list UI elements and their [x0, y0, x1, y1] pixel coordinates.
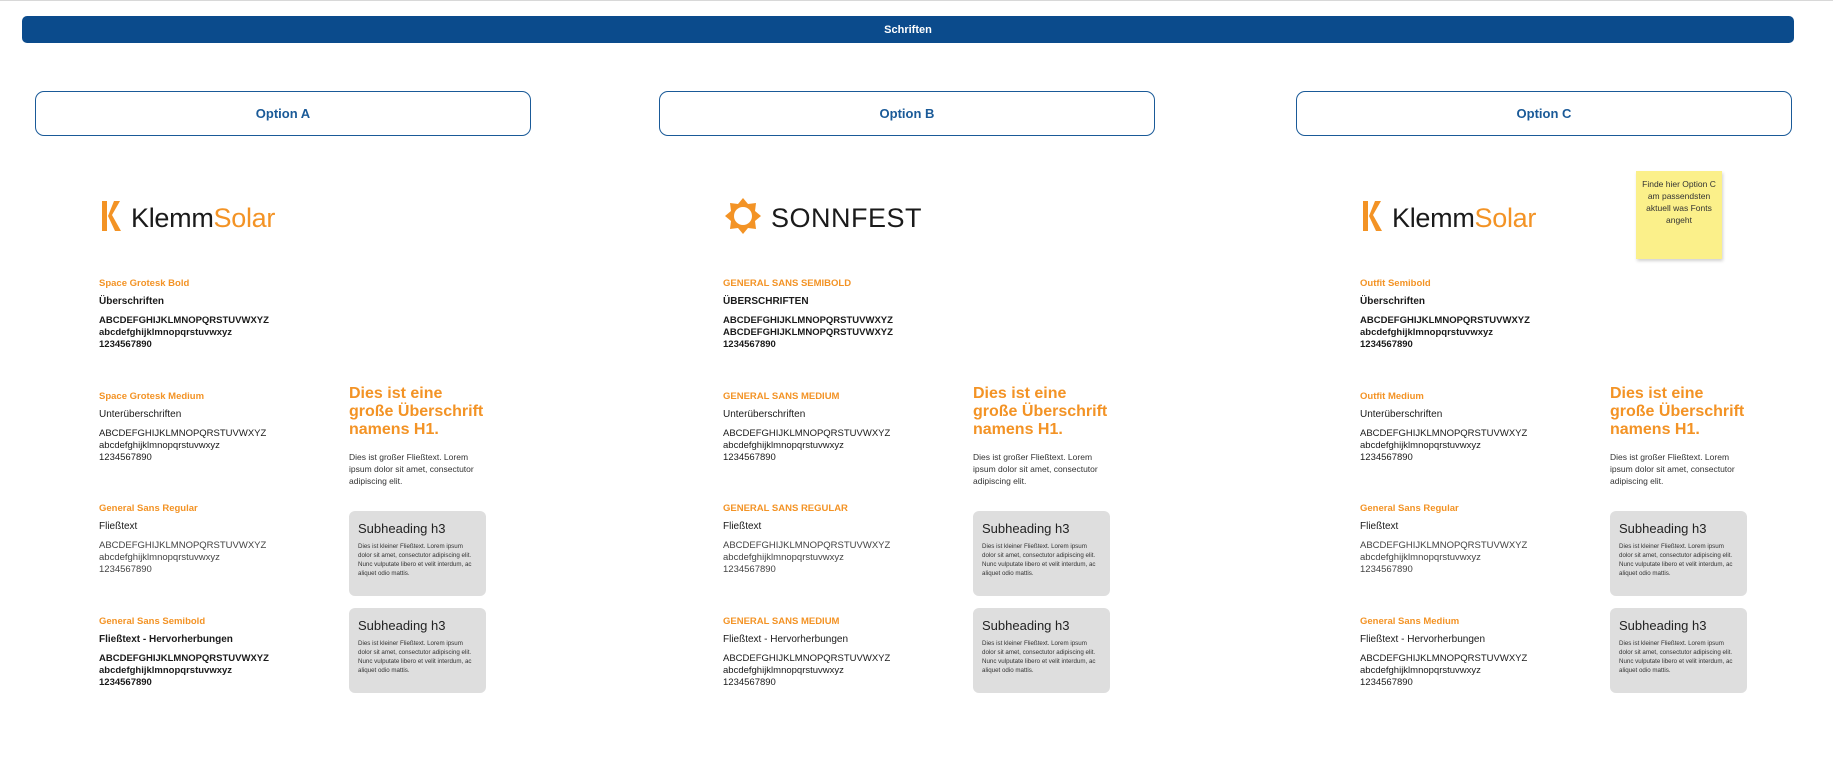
sample-lower: abcdefghijklmnopqrstuvwxyz	[1360, 327, 1494, 338]
sun-star-logo-icon	[723, 196, 763, 241]
font-spec	[723, 503, 983, 576]
option-c-label: Option C	[1516, 106, 1572, 121]
card-text: Dies ist kleiner Fließtext. Lorem ipsum dolor sit amet, consectutor adipiscing elit. Nunc vulputate libero et velit interdum, ac aliquet odio mattis.	[982, 543, 1096, 577]
font-name: Outfit Semibold	[1360, 278, 1431, 289]
font-name: Space Grotesk Bold	[99, 278, 190, 289]
h1-sample: Dies ist eine große Überschrift namens H1.	[973, 385, 1108, 438]
sample-lower: abcdefghijklmnopqrstuvwxyz	[99, 327, 233, 338]
font-usage: Fließtext	[723, 521, 762, 532]
logo-wordmark: KlemmSolar	[131, 202, 276, 233]
subheading-card	[349, 608, 486, 693]
option-c-column	[1360, 160, 1830, 720]
font-usage: Fließtext	[1360, 521, 1399, 532]
font-spec	[723, 278, 983, 351]
font-name: General Sans Regular	[1360, 503, 1459, 514]
sample-upper: ABCDEFGHIJKLMNOPQRSTUVWXYZ	[723, 315, 893, 326]
font-name: General Sans Regular	[99, 503, 198, 514]
body-sample: Dies ist großer Fließtext. Lorem ipsum dolor sit amet, consectutor adipiscing elit.	[973, 452, 1098, 486]
font-name: General Sans Medium	[1360, 616, 1460, 627]
font-spec	[1360, 278, 1620, 351]
banner-title: Schriften	[884, 23, 932, 36]
sample-upper: ABCDEFGHIJKLMNOPQRSTUVWXYZ	[1360, 315, 1530, 326]
font-name: Outfit Medium	[1360, 391, 1424, 402]
font-spec	[723, 391, 983, 464]
sample-lower: abcdefghijklmnopqrstuvwxyz	[1360, 552, 1481, 563]
k-bracket-logo-icon	[99, 199, 123, 238]
font-spec	[1360, 503, 1620, 576]
body-sample: Dies ist großer Fließtext. Lorem ipsum dolor sit amet, consectutor adipiscing elit.	[349, 452, 474, 486]
typography-demo	[973, 160, 1113, 487]
sample-upper: ABCDEFGHIJKLMNOPQRSTUVWXYZ	[723, 653, 891, 664]
klemmsolar-logo	[1360, 198, 1536, 238]
font-spec	[1360, 616, 1620, 689]
sample-lower: abcdefghijklmnopqrstuvwxyz	[723, 552, 844, 563]
font-usage: Unterüberschriften	[99, 409, 182, 420]
font-usage: ÜBERSCHRIFTEN	[723, 296, 809, 307]
font-spec	[99, 391, 359, 464]
card-title: Subheading h3	[358, 618, 446, 633]
option-a-column	[99, 160, 569, 720]
option-b-label: Option B	[879, 106, 935, 121]
sample-lower: abcdefghijklmnopqrstuvwxyz	[1360, 665, 1481, 676]
font-usage: Fließtext - Hervorherbungen	[99, 634, 233, 645]
sample-digits: 1234567890	[1360, 564, 1413, 575]
sample-upper: ABCDEFGHIJKLMNOPQRSTUVWXYZ	[723, 428, 891, 439]
sample-digits: 1234567890	[99, 339, 152, 350]
card-title: Subheading h3	[982, 618, 1070, 633]
logo-wordmark: SONNFEST	[771, 202, 923, 233]
sample-digits: 1234567890	[723, 564, 776, 575]
subheading-card	[1610, 608, 1747, 693]
sample-lower: abcdefghijklmnopqrstuvwxyz	[723, 440, 844, 451]
card-text: Dies ist kleiner Fließtext. Lorem ipsum dolor sit amet, consectutor adipiscing elit. Nunc vulputate libero et velit interdum, ac aliquet odio mattis.	[1619, 543, 1733, 577]
sample-upper: ABCDEFGHIJKLMNOPQRSTUVWXYZ	[1360, 653, 1528, 664]
font-usage: Unterüberschriften	[1360, 409, 1443, 420]
card-title: Subheading h3	[1619, 618, 1707, 633]
font-spec	[99, 503, 359, 576]
k-bracket-logo-icon	[1360, 199, 1384, 238]
card-title: Subheading h3	[358, 521, 446, 536]
font-usage: Überschriften	[1360, 296, 1426, 307]
top-divider	[0, 0, 1833, 1]
font-usage: Fließtext - Hervorherbungen	[723, 634, 849, 645]
sample-upper: ABCDEFGHIJKLMNOPQRSTUVWXYZ	[99, 653, 269, 664]
sample-digits: 1234567890	[1360, 452, 1413, 463]
font-name: GENERAL SANS REGULAR	[723, 503, 848, 514]
font-spec	[1360, 391, 1620, 464]
option-c-button[interactable]	[1296, 91, 1792, 136]
option-a-button[interactable]	[35, 91, 531, 136]
card-text: Dies ist kleiner Fließtext. Lorem ipsum dolor sit amet, consectutor adipiscing elit. Nunc vulputate libero et velit interdum, ac aliquet odio mattis.	[358, 543, 472, 577]
sticky-note[interactable]	[1636, 171, 1722, 259]
sample-digits: 1234567890	[99, 452, 152, 463]
sample-digits: 1234567890	[723, 339, 776, 350]
sample-lower: abcdefghijklmnopqrstuvwxyz	[99, 665, 233, 676]
sample-lower: abcdefghijklmnopqrstuvwxyz	[1360, 440, 1481, 451]
sample-upper: ABCDEFGHIJKLMNOPQRSTUVWXYZ	[99, 540, 267, 551]
card-text: Dies ist kleiner Fließtext. Lorem ipsum dolor sit amet, consectutor adipiscing elit. Nunc vulputate libero et velit interdum, ac aliquet odio mattis.	[1619, 640, 1733, 674]
font-spec	[723, 616, 983, 689]
sample-digits: 1234567890	[99, 677, 152, 688]
sample-digits: 1234567890	[99, 564, 152, 575]
sonnfest-logo	[723, 198, 922, 238]
option-b-column	[723, 160, 1193, 720]
h1-sample: Dies ist eine große Überschrift namens H1.	[1610, 385, 1745, 438]
font-spec	[99, 616, 359, 689]
card-title: Subheading h3	[982, 521, 1070, 536]
card-title: Subheading h3	[1619, 521, 1707, 536]
klemmsolar-logo	[99, 198, 275, 238]
sample-lower: abcdefghijklmnopqrstuvwxyz	[99, 552, 220, 563]
sticky-note-text: Finde hier Option C am passendsten aktuell was Fonts angeht	[1642, 179, 1716, 225]
sample-digits: 1234567890	[1360, 339, 1413, 350]
font-name: GENERAL SANS MEDIUM	[723, 391, 840, 402]
option-b-button[interactable]	[659, 91, 1155, 136]
subheading-card	[973, 608, 1110, 693]
font-usage: Unterüberschriften	[723, 409, 806, 420]
sample-lower: ABCDEFGHIJKLMNOPQRSTUVWXYZ	[723, 327, 893, 338]
sample-upper: ABCDEFGHIJKLMNOPQRSTUVWXYZ	[1360, 540, 1528, 551]
font-usage: Fließtext - Hervorherbungen	[1360, 634, 1486, 645]
subheading-card	[973, 511, 1110, 596]
font-spec	[99, 278, 359, 351]
subheading-card	[1610, 511, 1747, 596]
sample-digits: 1234567890	[723, 677, 776, 688]
sample-digits: 1234567890	[1360, 677, 1413, 688]
logo-wordmark: KlemmSolar	[1392, 202, 1537, 233]
body-sample: Dies ist großer Fließtext. Lorem ipsum dolor sit amet, consectutor adipiscing elit.	[1610, 452, 1735, 486]
sample-upper: ABCDEFGHIJKLMNOPQRSTUVWXYZ	[99, 428, 267, 439]
font-usage: Überschriften	[99, 296, 165, 307]
font-name: Space Grotesk Medium	[99, 391, 205, 402]
sample-lower: abcdefghijklmnopqrstuvwxyz	[99, 440, 220, 451]
typography-demo	[349, 160, 489, 487]
font-name: GENERAL SANS SEMIBOLD	[723, 278, 852, 289]
font-name: General Sans Semibold	[99, 616, 206, 627]
sample-upper: ABCDEFGHIJKLMNOPQRSTUVWXYZ	[1360, 428, 1528, 439]
sample-digits: 1234567890	[723, 452, 776, 463]
sample-upper: ABCDEFGHIJKLMNOPQRSTUVWXYZ	[723, 540, 891, 551]
card-text: Dies ist kleiner Fließtext. Lorem ipsum dolor sit amet, consectutor adipiscing elit. Nunc vulputate libero et velit interdum, ac aliquet odio mattis.	[358, 640, 472, 674]
subheading-card	[349, 511, 486, 596]
sample-lower: abcdefghijklmnopqrstuvwxyz	[723, 665, 844, 676]
option-a-label: Option A	[255, 106, 311, 121]
h1-sample: Dies ist eine große Überschrift namens H1.	[349, 385, 484, 438]
card-text: Dies ist kleiner Fließtext. Lorem ipsum dolor sit amet, consectutor adipiscing elit. Nunc vulputate libero et velit interdum, ac aliquet odio mattis.	[982, 640, 1096, 674]
sample-upper: ABCDEFGHIJKLMNOPQRSTUVWXYZ	[99, 315, 269, 326]
font-usage: Fließtext	[99, 521, 138, 532]
font-name: GENERAL SANS MEDIUM	[723, 616, 840, 627]
section-banner	[22, 16, 1794, 43]
